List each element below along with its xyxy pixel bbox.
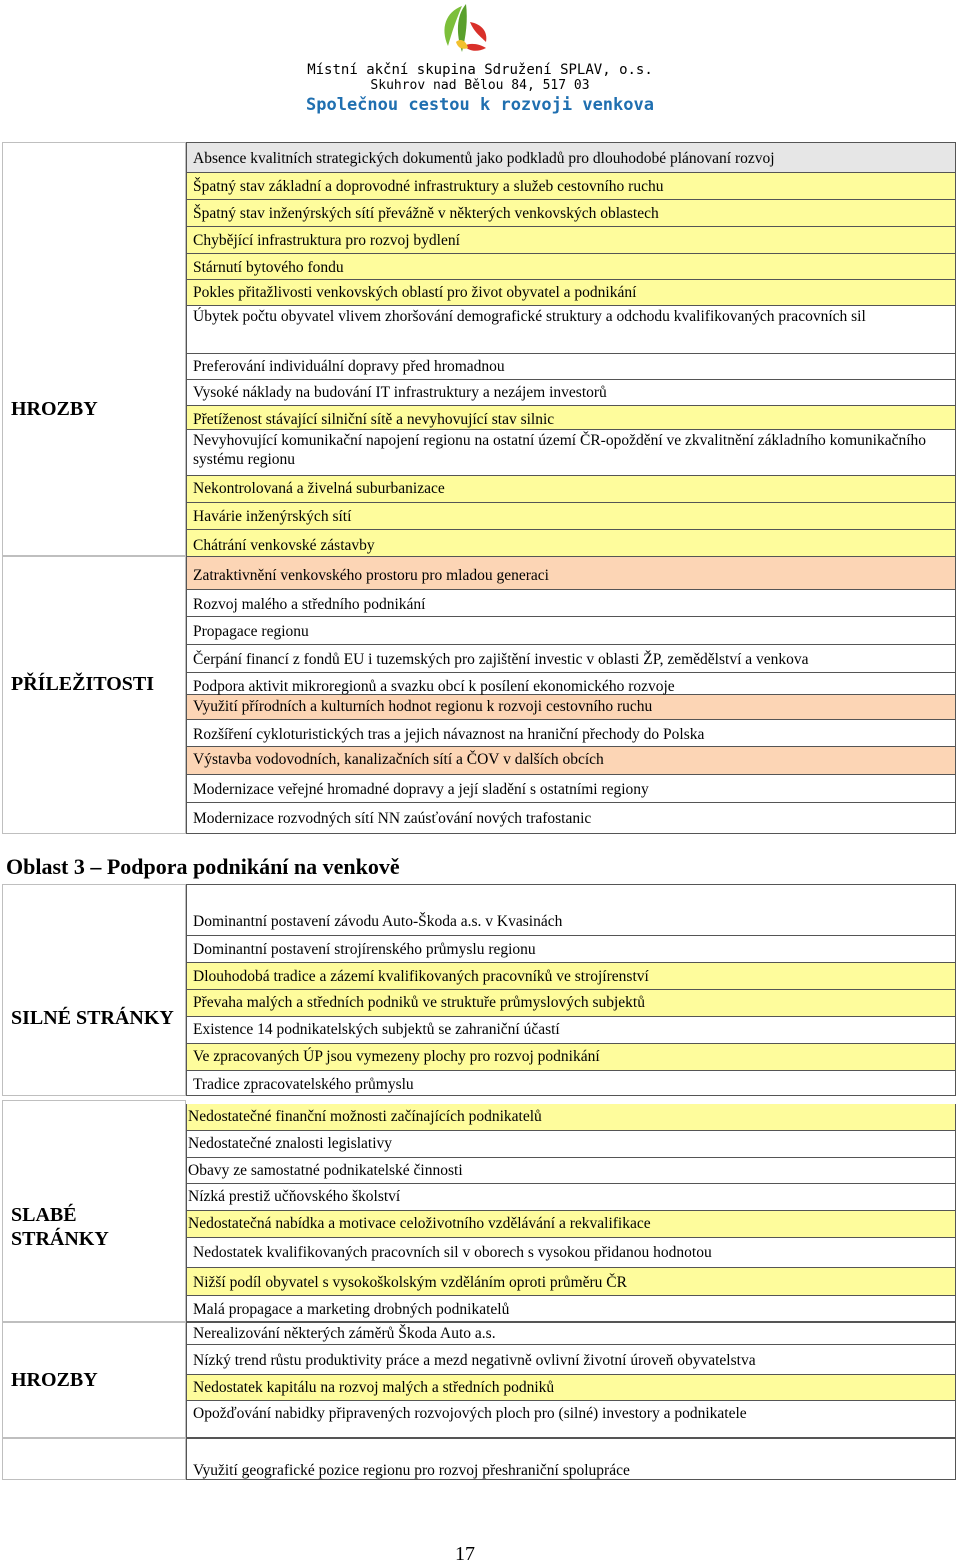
- list-item: Obavy ze samostatné podnikatelské činnosti: [187, 1158, 955, 1184]
- section-title: Oblast 3 – Podpora podnikání na venkově: [6, 854, 400, 879]
- list-item: Špatný stav inženýrských sítí převážně v některých venkovských oblastech: [187, 200, 955, 227]
- threats3-list: [186, 1322, 956, 1438]
- list-item: Úbytek počtu obyvatel vlivem zhoršování demografické struktury a odchodu kvalifikovaných pracovních sil: [187, 306, 955, 354]
- category-threats-cell: [2, 142, 186, 556]
- category-weaknesses-cell: [2, 1100, 186, 1322]
- list-item: Převaha malých a středních podniků ve struktuře průmyslových subjektů: [187, 990, 955, 1017]
- splav-logo: [426, 2, 506, 58]
- list-item: Absence kvalitních strategických dokumentů jako podkladů pro dlouhodobé plánovaní rozvoj: [187, 143, 955, 173]
- list-item: Dominantní postavení závodu Auto-Škoda a.s. v Kvasinách: [187, 910, 955, 936]
- list-item: Využití přírodních a kulturních hodnot regionu k rozvoji cestovního ruchu: [187, 695, 955, 720]
- list-item: [187, 885, 955, 910]
- list-item: Nevyhovující komunikační napojení regionu na ostatní území ČR-opoždění ve zkvalitnění základního komunikačního systému regionu: [187, 430, 955, 476]
- weaknesses-list: [186, 1104, 956, 1322]
- list-item: Rozšíření cykloturistických tras a jejich návaznost na hraniční přechody do Polska: [187, 720, 955, 747]
- list-item: Podpora aktivit mikroregionů a svazku obcí k posílení ekonomického rozvoje: [187, 673, 955, 695]
- list-item: Modernizace rozvodných sítí NN zaúsťování nových trafostanic: [193, 810, 592, 827]
- page-number: 17: [455, 1543, 475, 1565]
- list-item: Malá propagace a marketing drobných podnikatelů: [193, 1301, 510, 1318]
- list-item: Nižší podíl obyvatel s vysokoškolským vzděláním oproti průměru ČR: [187, 1268, 955, 1296]
- list-item: Přetíženost stávající silniční sítě a nevyhovující stav silnic: [187, 406, 955, 430]
- list-item: Stárnutí bytového fondu: [187, 254, 955, 280]
- category-strengths-label: SILNÉ STRÁNKY: [11, 1007, 174, 1029]
- category-opportunities3-cell: [2, 1438, 186, 1480]
- list-item: Nedostatečné znalosti legislativy: [187, 1131, 955, 1158]
- category-threats-label: HROZBY: [11, 398, 98, 420]
- list-item: Nekontrolovaná a živelná suburbanizace: [187, 476, 955, 503]
- list-item: Nedostatek kapitálu na rozvoj malých a středních podniků: [187, 1375, 955, 1401]
- opportunities3-list: [186, 1438, 956, 1480]
- list-item: Zatraktivnění venkovského prostoru pro mladou generaci: [187, 557, 955, 590]
- list-item: Havárie inženýrských sítí: [187, 503, 955, 530]
- motto: Společnou cestou k rozvoji venkova: [306, 95, 654, 115]
- list-item: Čerpání financí z fondů EU i tuzemských pro zajištění investic v oblasti ŽP, zemědělství a venkova: [187, 645, 955, 673]
- opportunities-list: [186, 556, 956, 834]
- list-item: Ve zpracovaných ÚP jsou vymezeny plochy pro rozvoj podnikání: [187, 1044, 955, 1071]
- list-item: Opožďování nabidky připravených rozvojových ploch pro (silné) investory a podnikatele: [193, 1405, 747, 1422]
- list-item: Nedostatečné finanční možnosti začínajících podnikatelů: [187, 1104, 955, 1131]
- threats-list: [186, 142, 956, 556]
- list-item: Nerealizování některých záměrů Škoda Auto a.s.: [187, 1323, 955, 1345]
- list-item: Chátrání venkovské zástavby: [187, 530, 955, 557]
- category-opportunities-cell: [2, 556, 186, 834]
- org-address: Skuhrov nad Bělou 84, 517 03: [370, 78, 590, 93]
- list-item: Tradice zpracovatelského průmyslu: [193, 1076, 414, 1093]
- list-item: Výstavba vodovodních, kanalizačních sítí a ČOV v dalších obcích: [187, 747, 955, 775]
- list-item: Špatný stav základní a doprovodné infrastruktury a služeb cestovního ruchu: [187, 173, 955, 200]
- category-weaknesses-label: SLABÉ STRÁNKY: [11, 1204, 109, 1250]
- list-item: Existence 14 podnikatelských subjektů se zahraniční účastí: [187, 1017, 955, 1044]
- list-item: Dlouhodobá tradice a zázemí kvalifikovaných pracovníků ve strojírenství: [187, 963, 955, 990]
- list-item: Rozvoj malého a středního podnikání: [187, 590, 955, 617]
- category-opportunities-label: PŘÍLEŽITOSTI: [11, 673, 155, 695]
- list-item: Preferování individuální dopravy před hromadnou: [187, 354, 955, 380]
- list-item: Nízký trend růstu produktivity práce a mezd negativně ovlivní životní úroveň obyvatelstva: [187, 1345, 955, 1375]
- list-item: Pokles přitažlivosti venkovských oblastí pro život obyvatel a podnikání: [187, 280, 955, 306]
- list-item: Chybějící infrastruktura pro rozvoj bydlení: [187, 227, 955, 254]
- page-header: [0, 0, 960, 130]
- category-threats3-cell: [2, 1322, 186, 1438]
- category-threats3-label: HROZBY: [11, 1369, 98, 1391]
- list-item: Dominantní postavení strojírenského průmyslu regionu: [187, 936, 955, 963]
- list-item: Využití geografické pozice regionu pro rozvoj přeshraniční spolupráce: [193, 1462, 630, 1479]
- list-item: Propagace regionu: [187, 617, 955, 645]
- list-item: Modernizace veřejné hromadné dopravy a její sladění s ostatními regiony: [187, 775, 955, 803]
- list-item: Nedostatečná nabídka a motivace celoživotního vzdělávání a rekvalifikace: [187, 1211, 955, 1238]
- list-item: Nízká prestiž učňovského školství: [187, 1184, 955, 1211]
- list-item: Vysoké náklady na budování IT infrastruktury a nezájem investorů: [187, 380, 955, 406]
- category-strengths-cell: [2, 884, 186, 1096]
- org-name: Místní akční skupina Sdružení SPLAV, o.s.: [307, 62, 653, 78]
- strengths-list: [186, 884, 956, 1096]
- list-item: Nedostatek kvalifikovaných pracovních sil v oborech s vysokou přidanou hodnotou: [187, 1238, 955, 1268]
